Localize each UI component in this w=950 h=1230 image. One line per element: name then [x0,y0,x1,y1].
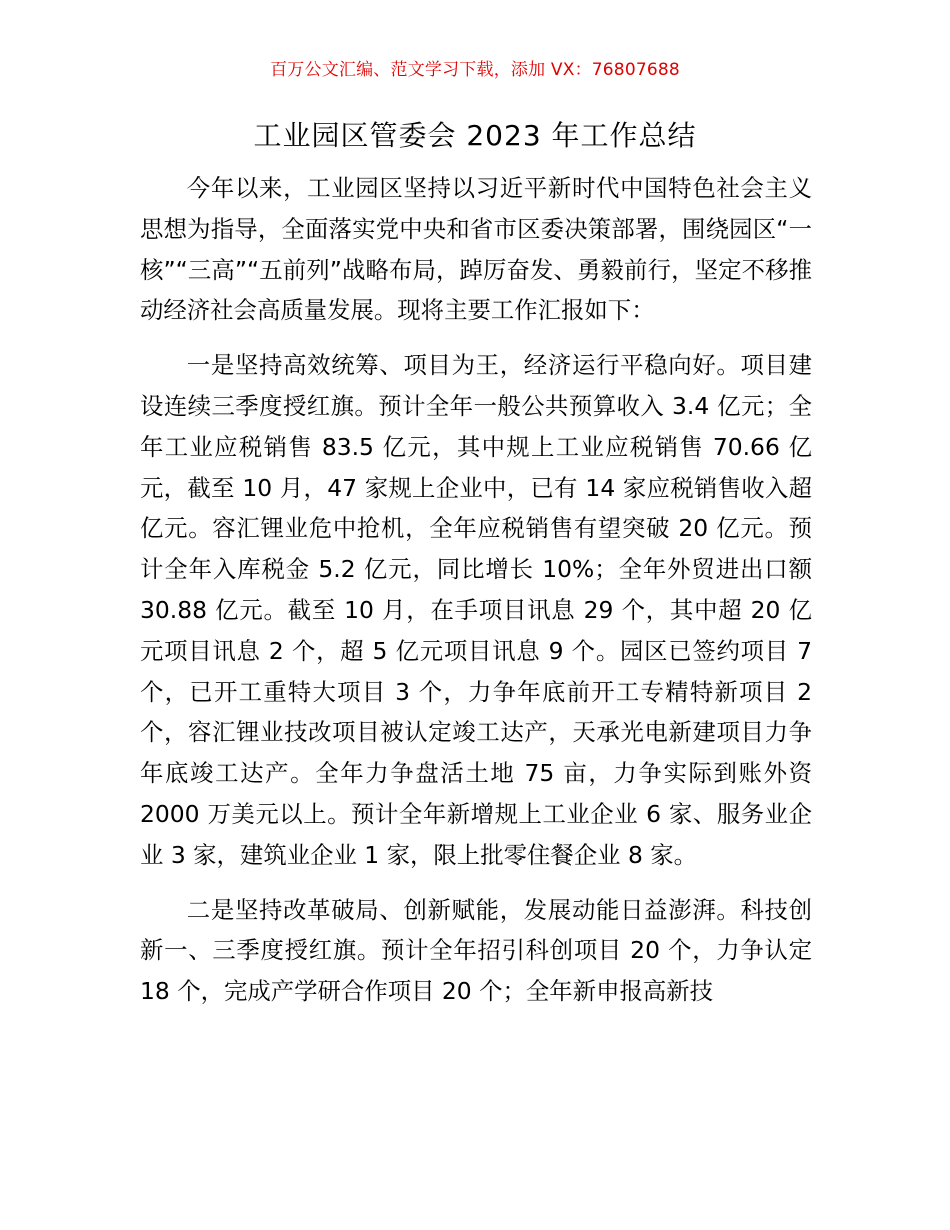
document-title: 工业园区管委会 2023 年工作总结 [253,119,697,152]
paragraph-intro: 今年以来，工业园区坚持以习近平新时代中国特色社会主义思想为指导，全面落实党中央和省市区委决策部署，围绕园区“一核”“三高”“五前列”战略布局，踔厉奋发、勇毅前行，坚定不移推动经济社会高质量发展。现将主要工作汇报如下： [140,174,812,325]
paragraph-section-two: 二是坚持改革破局、创新赋能，发展动能日益澎湃。科技创新一、三季度授红旗。预计全年招引科创项目 20 个，力争认定 18 个，完成产学研合作项目 20 个；全年新申报高新技 [140,895,812,1006]
watermark-header: 百万公文汇编、范文学习下载，添加 VX：76807688 [270,60,680,80]
document-body [140,168,812,1026]
paragraph-section-one: 一是坚持高效统筹、项目为王，经济运行平稳向好。项目建设连续三季度授红旗。预计全年一般公共预算收入 3.4 亿元；全年工业应税销售 83.5 亿元，其中规上工业应税销售 70.66 亿元，截至 10 月，47 家规上企业中，已有 14 家应税销售收入超亿元。容汇锂业危中抢机，全年应税销售有望突破 20 亿元。预计全年入库税金 5.2 亿元，同比增长 10%；全年外贸进出口额 30.88 亿元。截至 10 月，在手项目讯息 29 个，其中超 20 亿元项目讯息 2 个，超 5 亿元项目讯息 9 个。园区已签约项目 7 个，已开工重特大项目 3 个，力争年底前开工专精特新项目 2 个，容汇锂业技改项目被认定竣工达产，天承光电新建项目力争年底竣工达产。全年力争盘活土地 75 亩，力争实际到账外资 2000 万美元以上。预计全年新增规上工业企业 6 家、服务业企业 3 家，建筑业企业 1 家，限上批零住餐企业 8 家。 [140,351,812,869]
